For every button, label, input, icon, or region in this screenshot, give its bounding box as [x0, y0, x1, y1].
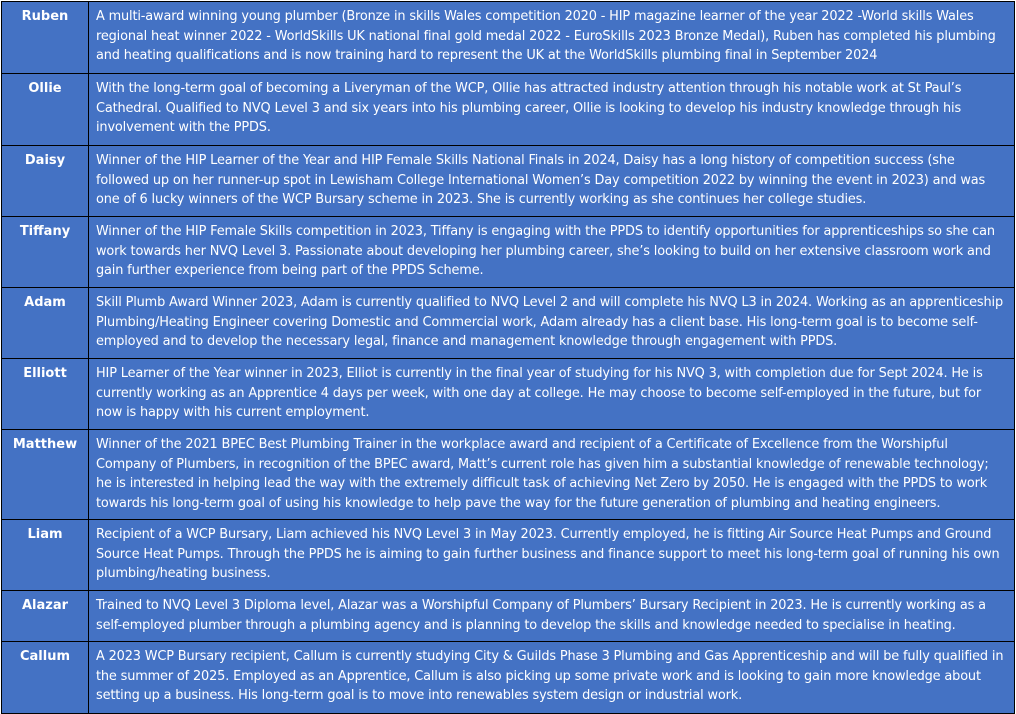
- table-row: [2, 74, 1015, 146]
- candidate-name: Ollie: [2, 74, 89, 146]
- table-row: [2, 359, 1015, 430]
- table-row: [2, 146, 1015, 217]
- candidate-bio: With the long-term goal of becoming a Liveryman of the WCP, Ollie has attracted industry attention through his notable work at St Paul’s Cathedral. Qualified to NVQ Level 3 and six years into his plumbing career, Ollie is looking to develop his industry knowledge through his involvement with the PPDS.: [89, 74, 1015, 146]
- table-row: [2, 642, 1015, 714]
- table-row: [2, 217, 1015, 288]
- table-row: [2, 591, 1015, 642]
- candidate-bio: Winner of the HIP Female Skills competition in 2023, Tiffany is engaging with the PPDS to identify opportunities for apprenticeships so she can work towards her NVQ Level 3. Passionate about developing her plumbing career, she’s looking to build on her extensive classroom work and gain further experience from being part of the PPDS Scheme.: [89, 217, 1015, 288]
- table-row: [2, 288, 1015, 359]
- table-row: [2, 520, 1015, 591]
- table-row: [2, 430, 1015, 520]
- candidate-name: Liam: [2, 520, 89, 591]
- candidate-name: Tiffany: [2, 217, 89, 288]
- candidate-bio: Recipient of a WCP Bursary, Liam achieved his NVQ Level 3 in May 2023. Currently employed, he is fitting Air Source Heat Pumps and Ground Source Heat Pumps. Through the PPDS he is aiming to gain further business and finance support to meet his long-term goal of running his own plumbing/heating business.: [89, 520, 1015, 591]
- candidate-bio: A 2023 WCP Bursary recipient, Callum is currently studying City & Guilds Phase 3 Plumbing and Gas Apprenticeship and will be fully qualified in the summer of 2025. Employed as an Apprentice, Callum is also picking up some private work and is looking to gain more knowledge about setting up a business. His long-term goal is to move into renewables system design or industrial work.: [89, 642, 1015, 714]
- candidate-name: Ruben: [2, 2, 89, 74]
- candidate-name: Daisy: [2, 146, 89, 217]
- table-row: [2, 2, 1015, 74]
- candidate-bio: A multi-award winning young plumber (Bronze in skills Wales competition 2020 - HIP magazine learner of the year 2022 -World skills Wales regional heat winner 2022 - WorldSkills UK national final gold medal 2022 - EuroSkills 2023 Bronze Medal), Ruben has completed his plumbing and heating qualifications and is now training hard to represent the UK at the WorldSkills plumbing final in September 2024: [89, 2, 1015, 74]
- candidate-bio: Trained to NVQ Level 3 Diploma level, Alazar was a Worshipful Company of Plumbers’ Bursary Recipient in 2023. He is currently working as a self-employed plumber through a plumbing agency and is planning to develop the skills and knowledge needed to specialise in heating.: [89, 591, 1015, 642]
- candidate-profiles-table: [1, 1, 1015, 714]
- candidate-name: Alazar: [2, 591, 89, 642]
- candidate-bio: Winner of the 2021 BPEC Best Plumbing Trainer in the workplace award and recipient of a Certificate of Excellence from the Worshipful Company of Plumbers, in recognition of the BPEC award, Matt’s current role has given him a substantial knowledge of renewable technology; he is interested in helping lead the way with the extremely difficult task of achieving Net Zero by 2050. He is engaged with the PPDS to work towards his long-term goal of using his knowledge to help pave the way for the future generation of plumbing and heating engineers.: [89, 430, 1015, 520]
- candidate-name: Callum: [2, 642, 89, 714]
- candidate-bio: HIP Learner of the Year winner in 2023, Elliot is currently in the final year of studying for his NVQ 3, with completion due for Sept 2024. He is currently working as an Apprentice 4 days per week, with one day at college. He may choose to become self-employed in the future, but for now is happy with his current employment.: [89, 359, 1015, 430]
- candidate-name: Elliott: [2, 359, 89, 430]
- candidate-name: Matthew: [2, 430, 89, 520]
- candidate-bio: Winner of the HIP Learner of the Year and HIP Female Skills National Finals in 2024, Daisy has a long history of competition success (she followed up on her runner-up spot in Lewisham College International Women’s Day competition 2022 by winning the event in 2023) and was one of 6 lucky winners of the WCP Bursary scheme in 2023. She is currently working as she continues her college studies.: [89, 146, 1015, 217]
- candidate-name: Adam: [2, 288, 89, 359]
- candidate-bio: Skill Plumb Award Winner 2023, Adam is currently qualified to NVQ Level 2 and will complete his NVQ L3 in 2024. Working as an apprenticeship Plumbing/Heating Engineer covering Domestic and Commercial work, Adam already has a client base. His long-term goal is to become self-employed and to develop the necessary legal, finance and management knowledge through engagement with PPDS.: [89, 288, 1015, 359]
